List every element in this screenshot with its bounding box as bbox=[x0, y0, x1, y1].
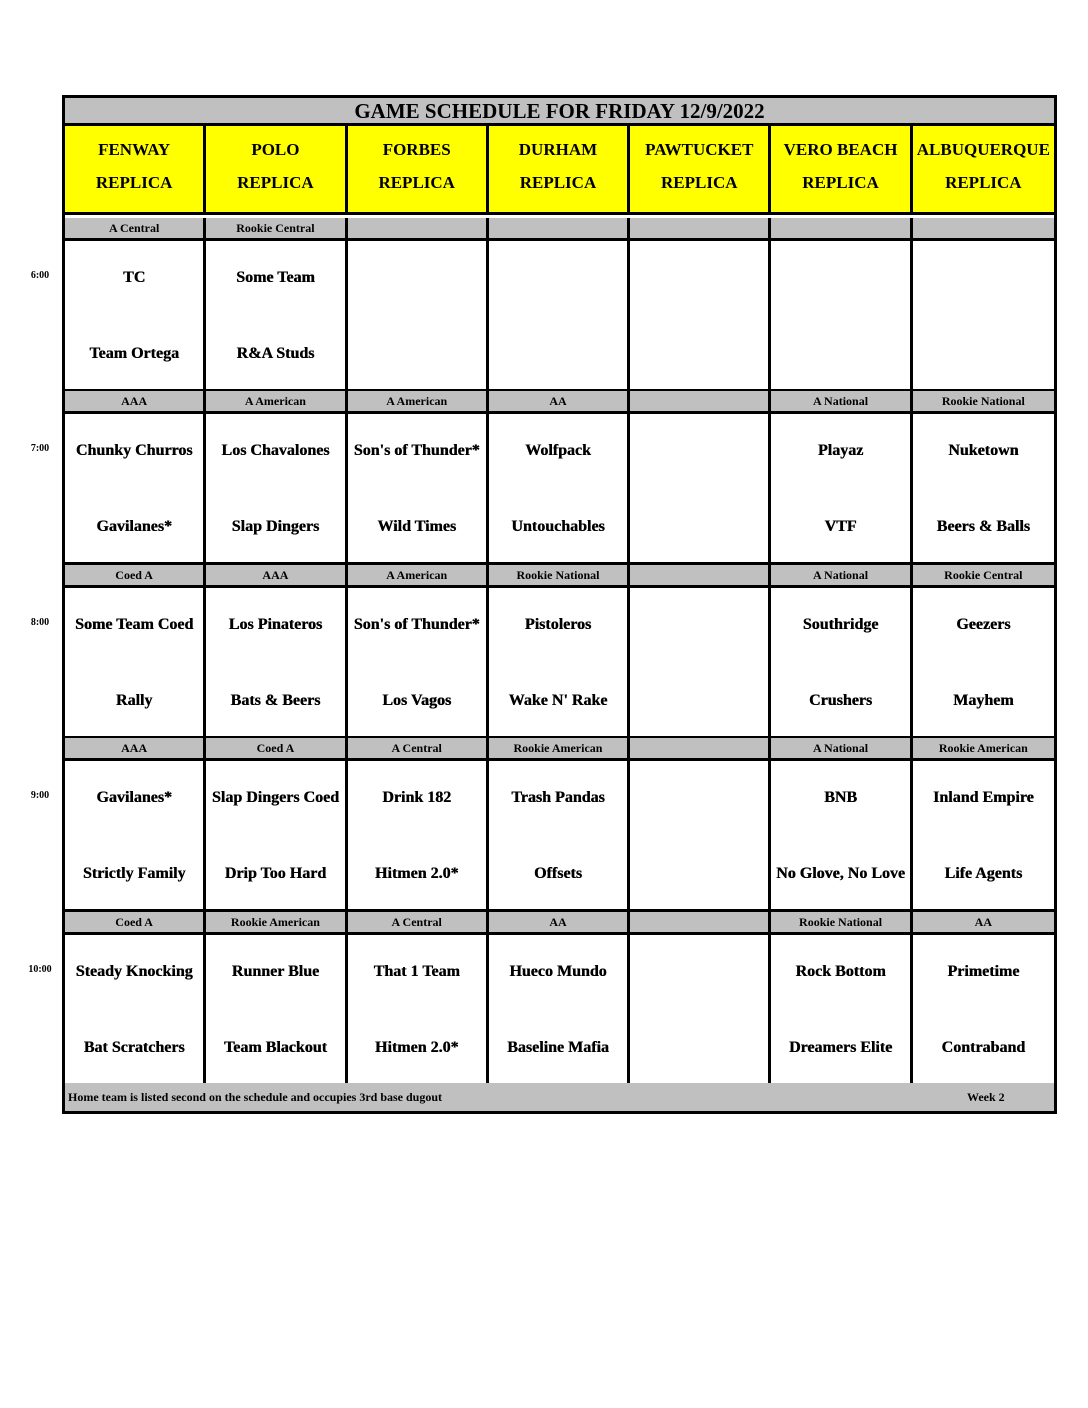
game-cell bbox=[65, 414, 206, 562]
game-row bbox=[65, 588, 1054, 739]
division-label bbox=[630, 218, 771, 238]
field-header bbox=[913, 126, 1054, 212]
game-cell bbox=[630, 414, 771, 562]
away-team: Slap Dingers Coed bbox=[211, 788, 339, 806]
division-label bbox=[630, 391, 771, 411]
time-label-6: 6:00 bbox=[30, 270, 50, 281]
game-cell bbox=[771, 761, 912, 909]
away-team bbox=[491, 255, 625, 299]
division-label bbox=[771, 218, 912, 238]
division-label: A American bbox=[206, 391, 347, 411]
home-team: Hitmen 2.0* bbox=[374, 1038, 459, 1056]
away-team bbox=[632, 255, 766, 299]
division-row bbox=[65, 565, 1054, 588]
game-cell bbox=[489, 241, 630, 389]
away-team: TC bbox=[123, 268, 146, 286]
home-team: Los Vagos bbox=[382, 691, 452, 709]
division-label: A Central bbox=[348, 912, 489, 932]
game-cell bbox=[65, 761, 206, 909]
game-cell bbox=[65, 241, 206, 389]
field-name: POLO bbox=[251, 140, 300, 159]
away-team: Playaz bbox=[817, 441, 864, 459]
division-label: A Central bbox=[348, 738, 489, 758]
field-header bbox=[630, 126, 771, 212]
home-team: Wake N' Rake bbox=[508, 691, 608, 709]
time-slot-block bbox=[65, 218, 1054, 392]
field-header bbox=[771, 126, 912, 212]
division-label: A National bbox=[771, 565, 912, 585]
away-team bbox=[632, 428, 766, 472]
division-label: Rookie National bbox=[489, 565, 630, 585]
away-team: Los Pinateros bbox=[228, 615, 323, 633]
game-cell bbox=[771, 935, 912, 1083]
game-cell bbox=[489, 414, 630, 562]
home-team: Slap Dingers bbox=[231, 517, 320, 535]
home-team: Wild Times bbox=[377, 517, 457, 535]
home-team: R&A Studs bbox=[236, 344, 315, 362]
game-cell bbox=[913, 761, 1054, 909]
week-label: Week 2 bbox=[967, 1090, 1005, 1104]
field-sub: REPLICA bbox=[945, 173, 1022, 192]
game-cell bbox=[913, 414, 1054, 562]
game-cell bbox=[65, 588, 206, 736]
home-team: Offsets bbox=[533, 864, 582, 882]
home-team bbox=[632, 678, 766, 722]
away-team: Steady Knocking bbox=[75, 962, 193, 980]
away-team: Drink 182 bbox=[382, 788, 452, 806]
game-row bbox=[65, 414, 1054, 565]
home-team: Untouchables bbox=[511, 517, 605, 535]
page-title: GAME SCHEDULE FOR FRIDAY 12/9/2022 bbox=[65, 98, 1054, 126]
away-team bbox=[632, 775, 766, 819]
division-label bbox=[348, 218, 489, 238]
game-row bbox=[65, 761, 1054, 912]
game-cell bbox=[771, 241, 912, 389]
field-header bbox=[348, 126, 489, 212]
game-cell bbox=[771, 588, 912, 736]
division-label: A National bbox=[771, 391, 912, 411]
field-sub: REPLICA bbox=[519, 173, 597, 192]
game-cell bbox=[771, 414, 912, 562]
away-team: Los Chavalones bbox=[221, 441, 330, 459]
away-team: Inland Empire bbox=[933, 788, 1034, 806]
away-team: Wolfpack bbox=[525, 441, 591, 459]
away-team: Geezers bbox=[956, 615, 1011, 633]
division-label: AAA bbox=[65, 391, 206, 411]
home-team: Life Agents bbox=[944, 864, 1023, 882]
away-team bbox=[773, 255, 907, 299]
game-cell bbox=[630, 241, 771, 389]
game-cell bbox=[913, 935, 1054, 1083]
division-label: Rookie Central bbox=[913, 565, 1054, 585]
division-label: A National bbox=[771, 738, 912, 758]
division-label: AA bbox=[489, 391, 630, 411]
game-cell bbox=[630, 588, 771, 736]
home-team: Beers & Balls bbox=[936, 517, 1030, 535]
away-team bbox=[915, 255, 1052, 299]
division-label: Rookie American bbox=[489, 738, 630, 758]
home-team: Dreamers Elite bbox=[788, 1038, 893, 1056]
division-label bbox=[489, 218, 630, 238]
division-label: A American bbox=[348, 565, 489, 585]
division-label: A Central bbox=[65, 218, 206, 238]
away-team: Runner Blue bbox=[231, 962, 320, 980]
time-label-7: 7:00 bbox=[30, 443, 50, 454]
field-name: FORBES bbox=[382, 140, 451, 159]
game-cell bbox=[489, 761, 630, 909]
away-team: Rock Bottom bbox=[795, 962, 886, 980]
field-header bbox=[206, 126, 347, 212]
time-label-8: 8:00 bbox=[30, 617, 50, 628]
away-team: Nuketown bbox=[948, 441, 1019, 459]
game-cell bbox=[630, 761, 771, 909]
division-row bbox=[65, 218, 1054, 241]
home-team: Drip Too Hard bbox=[224, 864, 327, 882]
away-team: Chunky Churros bbox=[75, 441, 193, 459]
home-team bbox=[632, 851, 766, 895]
field-name: PAWTUCKET bbox=[645, 140, 754, 159]
division-label: Rookie National bbox=[913, 391, 1054, 411]
division-label: AA bbox=[489, 912, 630, 932]
game-cell bbox=[489, 935, 630, 1083]
time-label-10: 10:00 bbox=[28, 964, 52, 975]
home-team: Contraband bbox=[941, 1038, 1026, 1056]
division-label: AA bbox=[913, 912, 1054, 932]
game-cell bbox=[489, 588, 630, 736]
game-cell bbox=[348, 588, 489, 736]
away-team: Pistoleros bbox=[524, 615, 592, 633]
field-header bbox=[489, 126, 630, 212]
game-cell bbox=[348, 761, 489, 909]
time-slot-block bbox=[65, 565, 1054, 739]
home-team bbox=[632, 504, 766, 548]
home-team: Crushers bbox=[808, 691, 873, 709]
game-cell bbox=[913, 588, 1054, 736]
away-team: Trash Pandas bbox=[511, 788, 605, 806]
division-label: AAA bbox=[65, 738, 206, 758]
game-cell bbox=[206, 761, 347, 909]
division-label: Coed A bbox=[65, 912, 206, 932]
field-sub: REPLICA bbox=[237, 173, 314, 192]
field-sub: REPLICA bbox=[802, 173, 879, 192]
time-label-9: 9:00 bbox=[30, 790, 50, 801]
division-label bbox=[630, 738, 771, 758]
away-team bbox=[350, 255, 484, 299]
home-team bbox=[350, 331, 484, 375]
division-label bbox=[630, 565, 771, 585]
game-cell bbox=[206, 935, 347, 1083]
division-label bbox=[630, 912, 771, 932]
home-team: No Glove, No Love bbox=[776, 864, 905, 882]
game-row bbox=[65, 241, 1054, 392]
away-team: Primetime bbox=[947, 962, 1020, 980]
game-row bbox=[65, 935, 1054, 1086]
division-label: Rookie American bbox=[206, 912, 347, 932]
home-team: VTF bbox=[824, 517, 857, 535]
division-row bbox=[65, 738, 1054, 761]
game-cell bbox=[65, 935, 206, 1083]
footer-bar bbox=[65, 1083, 1054, 1111]
field-sub: REPLICA bbox=[95, 173, 173, 192]
field-name: DURHAM bbox=[518, 140, 598, 159]
game-cell bbox=[913, 241, 1054, 389]
game-cell bbox=[206, 588, 347, 736]
home-team: Baseline Mafia bbox=[507, 1038, 609, 1056]
field-sub: REPLICA bbox=[378, 173, 455, 192]
division-label: Rookie American bbox=[913, 738, 1054, 758]
away-team: Son's of Thunder* bbox=[353, 615, 480, 633]
division-label: Coed A bbox=[206, 738, 347, 758]
game-cell bbox=[348, 935, 489, 1083]
away-team: Gavilanes* bbox=[96, 788, 172, 806]
home-team bbox=[632, 1025, 766, 1069]
division-label: Rookie Central bbox=[206, 218, 347, 238]
division-label: Coed A bbox=[65, 565, 206, 585]
home-team: Team Blackout bbox=[223, 1038, 327, 1056]
field-name: FENWAY bbox=[98, 140, 171, 159]
division-label: Rookie National bbox=[771, 912, 912, 932]
game-cell bbox=[630, 935, 771, 1083]
game-cell bbox=[348, 241, 489, 389]
footer-note: Home team is listed second on the schedule and occupies 3rd base dugout bbox=[68, 1090, 443, 1104]
home-team: Rally bbox=[115, 691, 153, 709]
time-slot-block bbox=[65, 912, 1054, 1086]
home-team bbox=[632, 331, 766, 375]
time-slot-block bbox=[65, 391, 1054, 565]
division-label: A American bbox=[348, 391, 489, 411]
away-team: Some Team Coed bbox=[75, 615, 194, 633]
division-label bbox=[913, 218, 1054, 238]
away-team: BNB bbox=[824, 788, 857, 806]
home-team bbox=[491, 331, 625, 375]
home-team bbox=[915, 331, 1052, 375]
field-name: ALBUQUERQUE bbox=[916, 140, 1050, 159]
time-slot-block bbox=[65, 738, 1054, 912]
home-team: Gavilanes* bbox=[96, 517, 172, 535]
home-team: Bat Scratchers bbox=[83, 1038, 185, 1056]
game-cell bbox=[206, 414, 347, 562]
away-team: Southridge bbox=[802, 615, 879, 633]
home-team: Bats & Beers bbox=[230, 691, 321, 709]
away-team bbox=[632, 949, 766, 993]
game-cell bbox=[348, 414, 489, 562]
away-team: That 1 Team bbox=[373, 962, 460, 980]
field-header-row bbox=[65, 126, 1054, 215]
field-header bbox=[65, 126, 206, 212]
away-team: Hueco Mundo bbox=[509, 962, 607, 980]
game-cell bbox=[206, 241, 347, 389]
home-team: Hitmen 2.0* bbox=[374, 864, 459, 882]
home-team bbox=[773, 331, 907, 375]
away-team: Some Team bbox=[236, 268, 315, 286]
away-team: Son's of Thunder* bbox=[353, 441, 480, 459]
division-label: AAA bbox=[206, 565, 347, 585]
away-team bbox=[632, 602, 766, 646]
division-row bbox=[65, 391, 1054, 414]
home-team: Strictly Family bbox=[82, 864, 186, 882]
home-team: Mayhem bbox=[953, 691, 1014, 709]
home-team: Team Ortega bbox=[89, 344, 179, 362]
field-sub: REPLICA bbox=[661, 173, 738, 192]
schedule-table bbox=[62, 95, 1057, 1114]
field-name: VERO BEACH bbox=[783, 140, 898, 159]
division-row bbox=[65, 912, 1054, 935]
